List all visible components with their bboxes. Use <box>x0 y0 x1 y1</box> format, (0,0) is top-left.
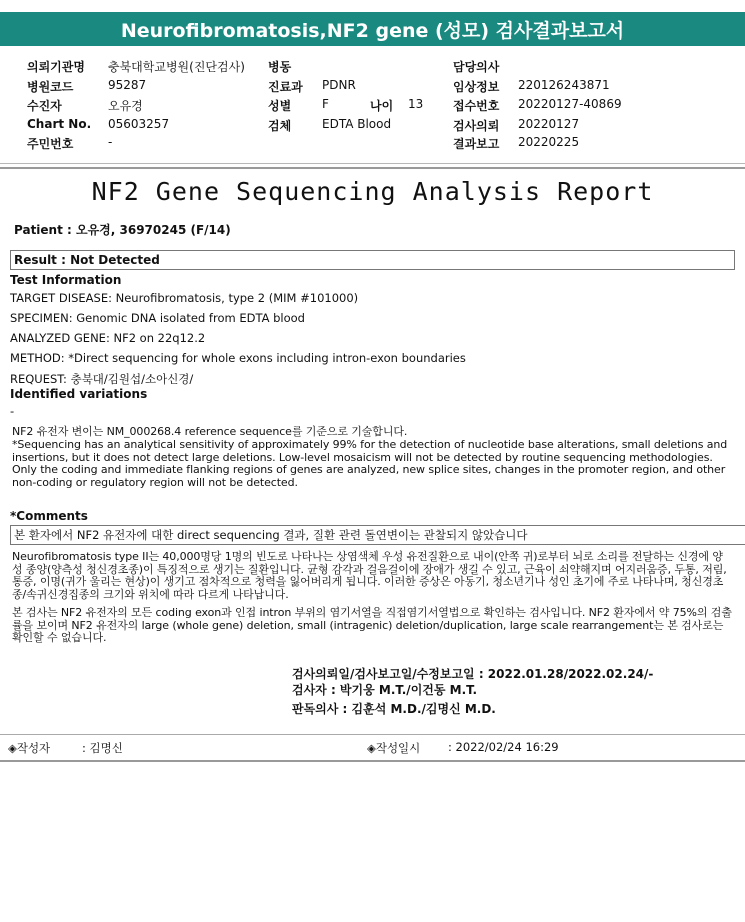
sign-reader: 판독의사 : 김훈석 M.D./김명신 M.D. <box>292 702 496 716</box>
patient-label: 수진자 <box>27 99 62 113</box>
specimen-line: SPECIMEN: Genomic DNA isolated from EDTA blood <box>10 311 305 325</box>
variations-value: - <box>10 404 15 418</box>
comment-paragraph-1: Neurofibromatosis type II는 40,000명당 1명의 빈도로 나타나는 상염색체 우성 유전질환으로 내이(안쪽 귀)로부터 뇌로 소리를 전달하는 신경에 양성 종양(양측성 청신경초종)이 특징적으로 생기는 질환입니다. 균형 감각과 걸음걸이에 장애가 생길 수 있고, 근육이 쇠약해지며 어지러움증, 두통, 저림, 통증, 이명(귀가 울리는 현상)이 생기고 점차적으로 청력을 잃어버리게 됩니다. 이러한 증상은 아동기, 청소년기나 성인 초기에 주로 나타나며, 청신경초종/속귀신경집종의 크기와 위치에 따라 다르게 나타납니다. <box>12 550 727 601</box>
target-disease: TARGET DISEASE: Neurofibromatosis, type 2 (MIM #101000) <box>10 291 359 305</box>
report-date-label: 결과보고 <box>453 137 500 151</box>
patient-value: 오유경 <box>108 99 143 113</box>
sex-label: 성별 <box>268 99 292 113</box>
written-value: : 2022/02/24 16:29 <box>448 740 559 754</box>
header-divider <box>0 163 745 164</box>
request-date-label: 검사의뢰 <box>453 119 500 133</box>
writer-label: ◈작성자 <box>8 741 51 755</box>
footer-divider-thick <box>0 760 745 762</box>
institution-value: 충북대학교병원(진단검사) <box>108 60 245 74</box>
report-date-value: 20220225 <box>518 135 580 149</box>
age-label: 나이 <box>370 99 394 113</box>
report-title: NF2 Gene Sequencing Analysis Report <box>91 177 654 206</box>
chart-label: Chart No. <box>27 117 92 131</box>
header-divider-thick <box>0 167 745 169</box>
sex-value: F <box>322 97 329 111</box>
request-line: REQUEST: 충북대/김원섭/소아신경/ <box>10 372 194 386</box>
sign-examiner: 검사자 : 박기웅 M.T./이건동 M.T. <box>292 683 478 697</box>
request-date-value: 20220127 <box>518 117 580 131</box>
doctor-label: 담당의사 <box>453 60 500 74</box>
institution-label: 의뢰기관명 <box>27 60 85 74</box>
chart-value: 05603257 <box>108 117 170 131</box>
method-line: METHOD: *Direct sequencing for whole exons including intron-exon boundaries <box>10 351 466 365</box>
patient-line: Patient : 오유경, 36970245 (F/14) <box>14 223 231 237</box>
sign-dates: 검사의뢰일/검사보고일/수정보고일 : 2022.01.28/2022.02.24/- <box>292 667 654 681</box>
clinical-value: 220126243871 <box>518 78 610 92</box>
age-value: 13 <box>408 97 424 111</box>
hospital-code-value: 95287 <box>108 78 147 92</box>
comment-paragraph-2: 본 검사는 NF2 유전자의 모든 coding exon과 인접 intron 부위의 염기서열을 직접염기서열법으로 확인하는 검사입니다. NF2 환자에서 약 75%의 검출률을 보이며 NF2 유전자의 large (whole gene) deletion, small (intragenic) deletion/duplication, large scale rearrangement는 본 검사로는 확인할 수 없습니다. <box>12 606 732 644</box>
written-label: ◈작성일시 <box>367 741 421 755</box>
dept-label: 진료과 <box>268 80 303 94</box>
ward-label: 병동 <box>268 60 292 74</box>
dept-value: PDNR <box>322 78 356 92</box>
footer-divider <box>0 734 745 735</box>
specimen-value: EDTA Blood <box>322 117 392 131</box>
clinical-label: 임상정보 <box>453 80 500 94</box>
hospital-code-label: 병원코드 <box>27 80 74 94</box>
specimen-label: 검체 <box>268 119 292 133</box>
test-info-title: Test Information <box>10 273 122 287</box>
report-header-title: Neurofibromatosis,NF2 gene (성모) 검사결과보고서 <box>0 12 745 46</box>
result-box: Result : Not Detected <box>10 250 735 270</box>
comment-box: 본 환자에서 NF2 유전자에 대한 direct sequencing 결과, 질환 관련 돌연변이는 관찰되지 않았습니다 <box>10 525 745 545</box>
variations-title: Identified variations <box>10 387 148 401</box>
id-value: - <box>108 135 113 149</box>
reference-note: NF2 유전자 변이는 NM_000268.4 reference sequence를 기준으로 기술합니다. <box>12 425 408 438</box>
receipt-value: 20220127-40869 <box>518 97 622 111</box>
id-label: 주민번호 <box>27 137 74 151</box>
sensitivity-note: *Sequencing has an analytical sensitivity of approximately 99% for the detection of nucleotide base alterations, small deletions and insertions, but it does not detect large deletions. Low-level mosaicism will not be detected by routine sequencing methodologies. Only the coding and immediate flanking regions of genes are analyzed, new splice sites, changes in the promoter region, and other non-coding or regulatory region will not be detected. <box>12 438 728 489</box>
writer-value: : 김명신 <box>82 741 123 755</box>
comments-title: *Comments <box>10 509 88 523</box>
receipt-label: 접수번호 <box>453 99 500 113</box>
analyzed-gene: ANALYZED GENE: NF2 on 22q12.2 <box>10 331 206 345</box>
